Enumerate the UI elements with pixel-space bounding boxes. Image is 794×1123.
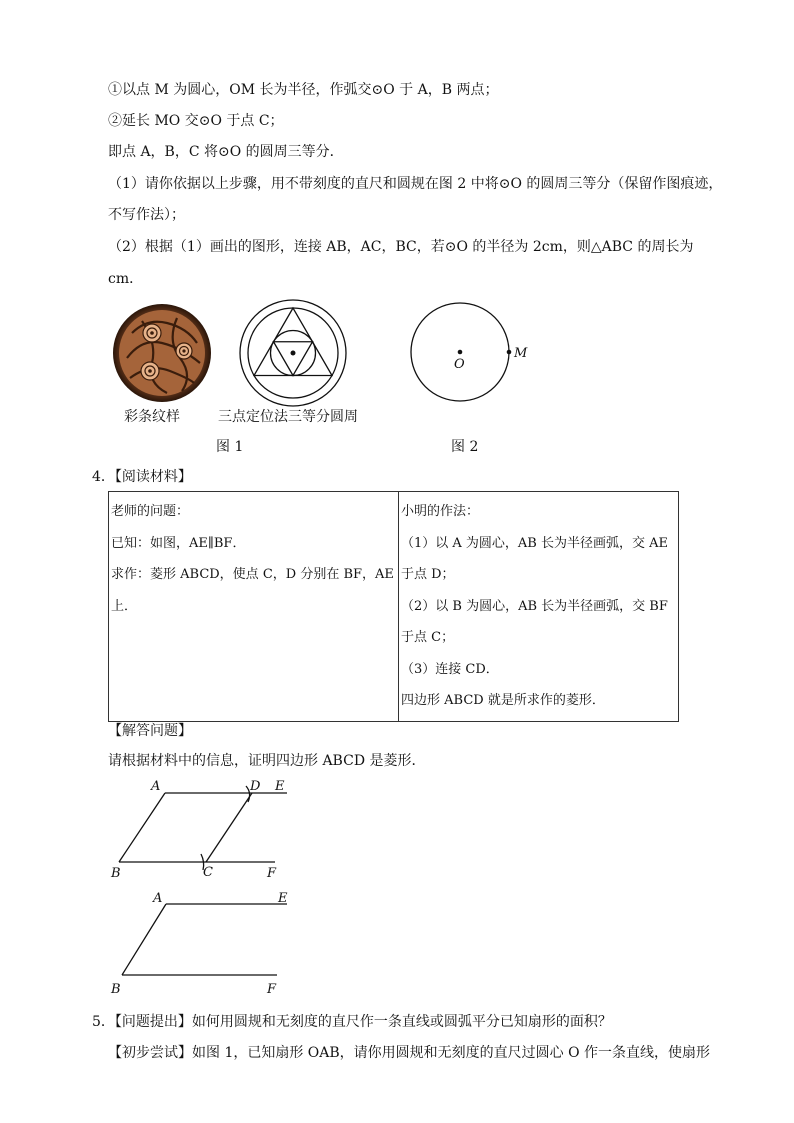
label-d: D bbox=[250, 779, 261, 794]
question5-line1: 5．【问题提出】如何用圆规和无刻度的直尺作一条直线或圆弧平分已知扇形的面积？ bbox=[92, 1014, 612, 1030]
label-c: C bbox=[203, 865, 213, 880]
label-f: F bbox=[267, 866, 277, 881]
rhombus-construction-diagram bbox=[105, 774, 305, 884]
label-f2: F bbox=[267, 982, 277, 997]
reading-material-heading: 【阅读材料】 bbox=[114, 469, 192, 485]
striped-pattern-plate-image bbox=[112, 303, 212, 403]
xiaoming-step2-line2: 于点 C； bbox=[401, 630, 455, 645]
question4-number: 4．【阅读材料】 bbox=[92, 469, 192, 485]
step1-text: ①以点 M 为圆心，OM 长为半径，作弧交⊙O 于 A，B 两点； bbox=[108, 82, 499, 98]
figure2-label: 图 2 bbox=[451, 439, 479, 455]
label-b2: B bbox=[111, 982, 121, 997]
method-caption: 三点定位法三等分圆周 bbox=[218, 409, 358, 425]
answer-blank-diagram bbox=[105, 886, 305, 996]
pattern-caption: 彩条纹样 bbox=[124, 409, 180, 425]
label-e2: E bbox=[278, 891, 288, 906]
question2-line1: （2）根据（1）画出的图形，连接 AB，AC，BC，若⊙O 的半径为 2cm，则△ABC 的周长为 bbox=[108, 239, 694, 255]
figure1-label: 图 1 bbox=[216, 439, 244, 455]
point-o-label: O bbox=[454, 357, 465, 372]
label-a: A bbox=[151, 779, 161, 794]
xiaoming-step4: 四边形 ABCD 就是所求作的菱形． bbox=[401, 693, 605, 708]
question1-line1: （1）请你依据以上步骤，用不带刻度的直尺和圆规在图 2 中将⊙O 的圆周三等分（保留作图痕迹， bbox=[108, 176, 723, 192]
teacher-known: 已知：如图，AE∥BF． bbox=[111, 535, 246, 551]
label-a2: A bbox=[153, 891, 163, 906]
point-m-label: M bbox=[514, 346, 528, 361]
xiaoming-step1-line2: 于点 D； bbox=[401, 567, 455, 582]
answer-prompt: 请根据材料中的信息，证明四边形 ABCD 是菱形． bbox=[108, 753, 426, 769]
question1-line2: 不写作法）； bbox=[108, 207, 185, 223]
label-e: E bbox=[275, 779, 285, 794]
xiaoming-step2-line1: （2）以 B 为圆心，AB 长为半径画弧，交 BF bbox=[401, 598, 668, 614]
xiaoming-method-cell bbox=[399, 492, 679, 722]
xiaoming-step3: （3）连接 CD． bbox=[401, 661, 499, 677]
label-b: B bbox=[111, 866, 121, 881]
teacher-title: 老师的问题： bbox=[111, 504, 190, 519]
question2-line2: cm． bbox=[108, 271, 144, 287]
teacher-task-line2: 上． bbox=[111, 598, 138, 614]
xiaoming-title: 小明的作法： bbox=[401, 504, 480, 519]
step2-text: ②延长 MO 交⊙O 于点 C； bbox=[108, 113, 284, 129]
answer-heading: 【解答问题】 bbox=[108, 723, 192, 739]
teacher-task-line1: 求作：菱形 ABCD，使点 C，D 分别在 BF，AE bbox=[111, 567, 394, 582]
conclusion-text: 即点 A，B，C 将⊙O 的圆周三等分． bbox=[108, 144, 344, 160]
reading-material-table bbox=[108, 491, 679, 722]
teacher-question-cell bbox=[109, 492, 399, 722]
three-point-trisection-diagram bbox=[238, 298, 348, 408]
question5-line2: 【初步尝试】如图 1，已知扇形 OAB，请你用圆规和无刻度的直尺过圆心 O 作一条直线，使扇形 bbox=[108, 1045, 711, 1061]
xiaoming-step1-line1: （1）以 A 为圆心，AB 长为半径画弧，交 AE bbox=[401, 535, 669, 551]
figure2-circle-diagram bbox=[400, 290, 530, 420]
